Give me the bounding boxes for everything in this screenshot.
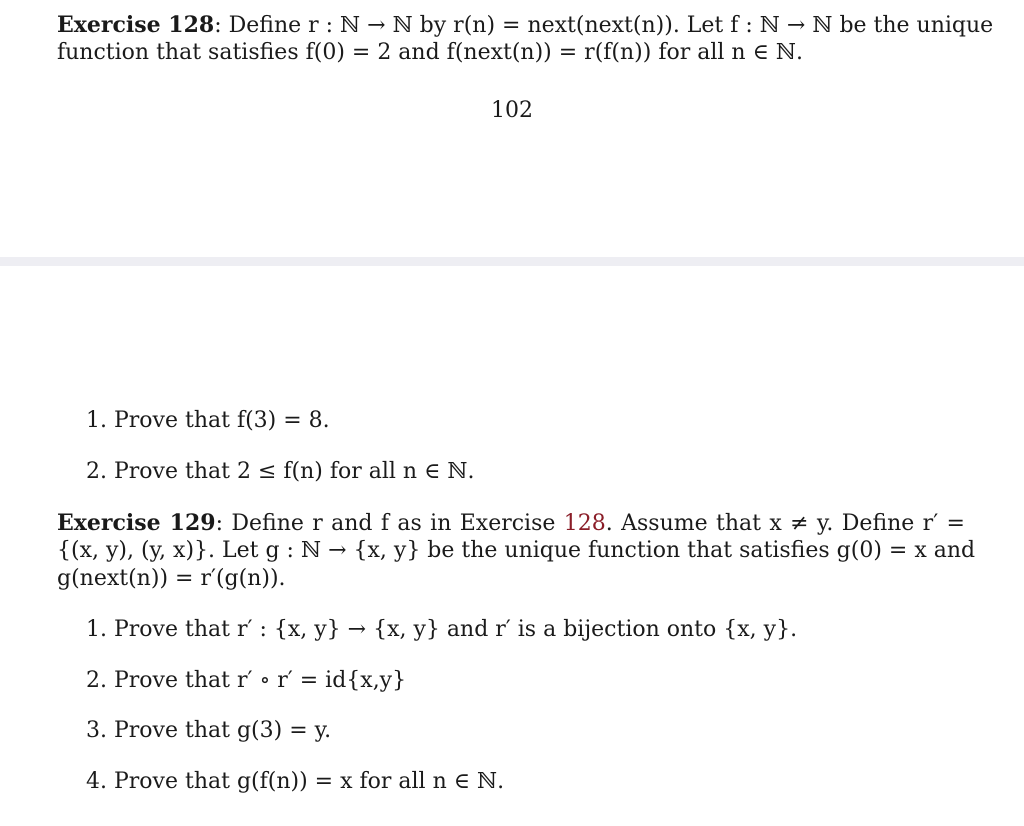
page-number: 102 [491,98,533,123]
exercise-128-item-2: 2. Prove that 2 ≤ f(n) for all n ∈ ℕ. [86,459,475,484]
exercise-129-line-2 [57,538,976,564]
exercise-129-item-3: 3. Prove that g(3) = y. [86,718,332,743]
exercise-129-text-2: {(x, y), (y, x)}. Let g : ℕ → {x, y} be the unique function that satisfies g(0) = x and [57,538,976,563]
exercise-129-item-4: 4. Prove that g(f(n)) = x for all n ∈ ℕ. [86,769,505,794]
exercise-128-line-2 [57,40,803,66]
exercise-128-line-1 [57,12,994,39]
page-bottom [0,266,1024,826]
page-top [0,0,1024,257]
exercise-129-line-1 [57,510,965,537]
page-separator [0,257,1024,266]
exercise-129-text-1b: . Assume that x ≠ y. Define r′ = [605,511,965,536]
exercise-129-label: Exercise 129 [57,510,216,536]
exercise-129-text-1a: : Define r and f as in Exercise [215,511,564,536]
exercise-129-item-1: 1. Prove that r′ : {x, y} → {x, y} and r′ is a bijection onto {x, y}. [86,617,798,642]
exercise-128-text-2: function that satisfies f(0) = 2 and f(next(n)) = r(f(n)) for all n ∈ ℕ. [57,40,803,65]
exercise-129-item-2: 2. Prove that r′ ∘ r′ = id{x,y} [86,668,407,693]
exercise-128-reference-link[interactable]: 128 [563,511,606,536]
exercise-128-text-1: : Define r : ℕ → ℕ by r(n) = next(next(n)). Let f : ℕ → ℕ be the unique [214,13,994,38]
exercise-128-item-1: 1. Prove that f(3) = 8. [86,408,330,433]
exercise-129-line-3: g(next(n)) = r′(g(n)). [57,566,286,591]
exercise-128-label: Exercise 128 [57,12,215,38]
